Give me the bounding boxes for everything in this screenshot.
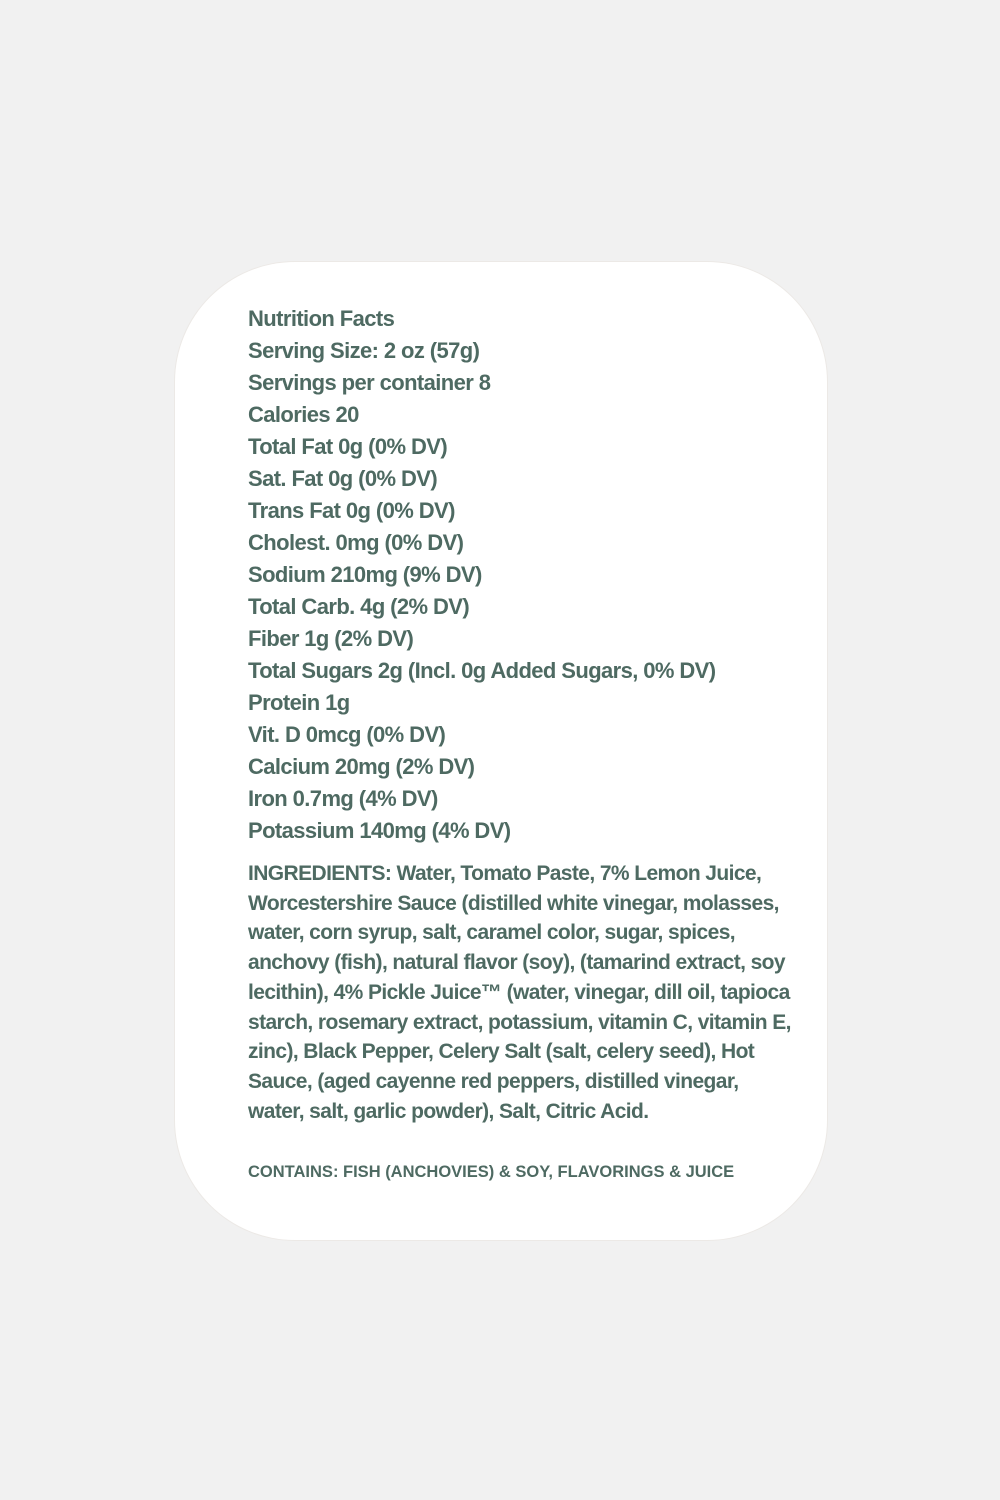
trans-fat: Trans Fat 0g (0% DV) [248,498,455,523]
sodium: Sodium 210mg (9% DV) [248,562,482,587]
nutrition-title: Nutrition Facts [248,306,395,331]
protein: Protein 1g [248,690,350,715]
iron: Iron 0.7mg (4% DV) [248,786,438,811]
calories: Calories 20 [248,402,359,427]
cholesterol: Cholest. 0mg (0% DV) [248,530,464,555]
fiber: Fiber 1g (2% DV) [248,626,414,651]
total-sugars: Total Sugars 2g (Incl. 0g Added Sugars, 0% DV) [248,658,716,683]
nutrition-facts-panel [248,303,808,847]
vitamin-d: Vit. D 0mcg (0% DV) [248,722,446,747]
serving-size: Serving Size: 2 oz (57g) [248,338,480,363]
saturated-fat: Sat. Fat 0g (0% DV) [248,466,438,491]
ingredients-text: INGREDIENTS: Water, Tomato Paste, 7% Lemon Juice, Worcestershire Sauce (distilled white vinegar, molasses, water, corn syrup, salt, caramel color, sugar, spices, anchovy (fish), natural flavor (soy), (tamarind extract, soy lecithin), 4% Pickle Juice™ (water, vinegar, dill oil, tapioca starch, rosemary extract, potassium, vitamin C, vitamin E, zinc), Black Pepper, Celery Salt (salt, celery seed), Hot Sauce, (aged cayenne red peppers, distilled vinegar, water, salt, garlic powder), Salt, Citric Acid. [248,862,791,1123]
calcium: Calcium 20mg (2% DV) [248,754,475,779]
potassium: Potassium 140mg (4% DV) [248,818,511,843]
total-fat: Total Fat 0g (0% DV) [248,434,448,459]
allergen-statement: CONTAINS: FISH (ANCHOVIES) & SOY, FLAVORINGS & JUICE [248,1163,735,1181]
servings-per-container: Servings per container 8 [248,370,491,395]
total-carbohydrate: Total Carb. 4g (2% DV) [248,594,470,619]
